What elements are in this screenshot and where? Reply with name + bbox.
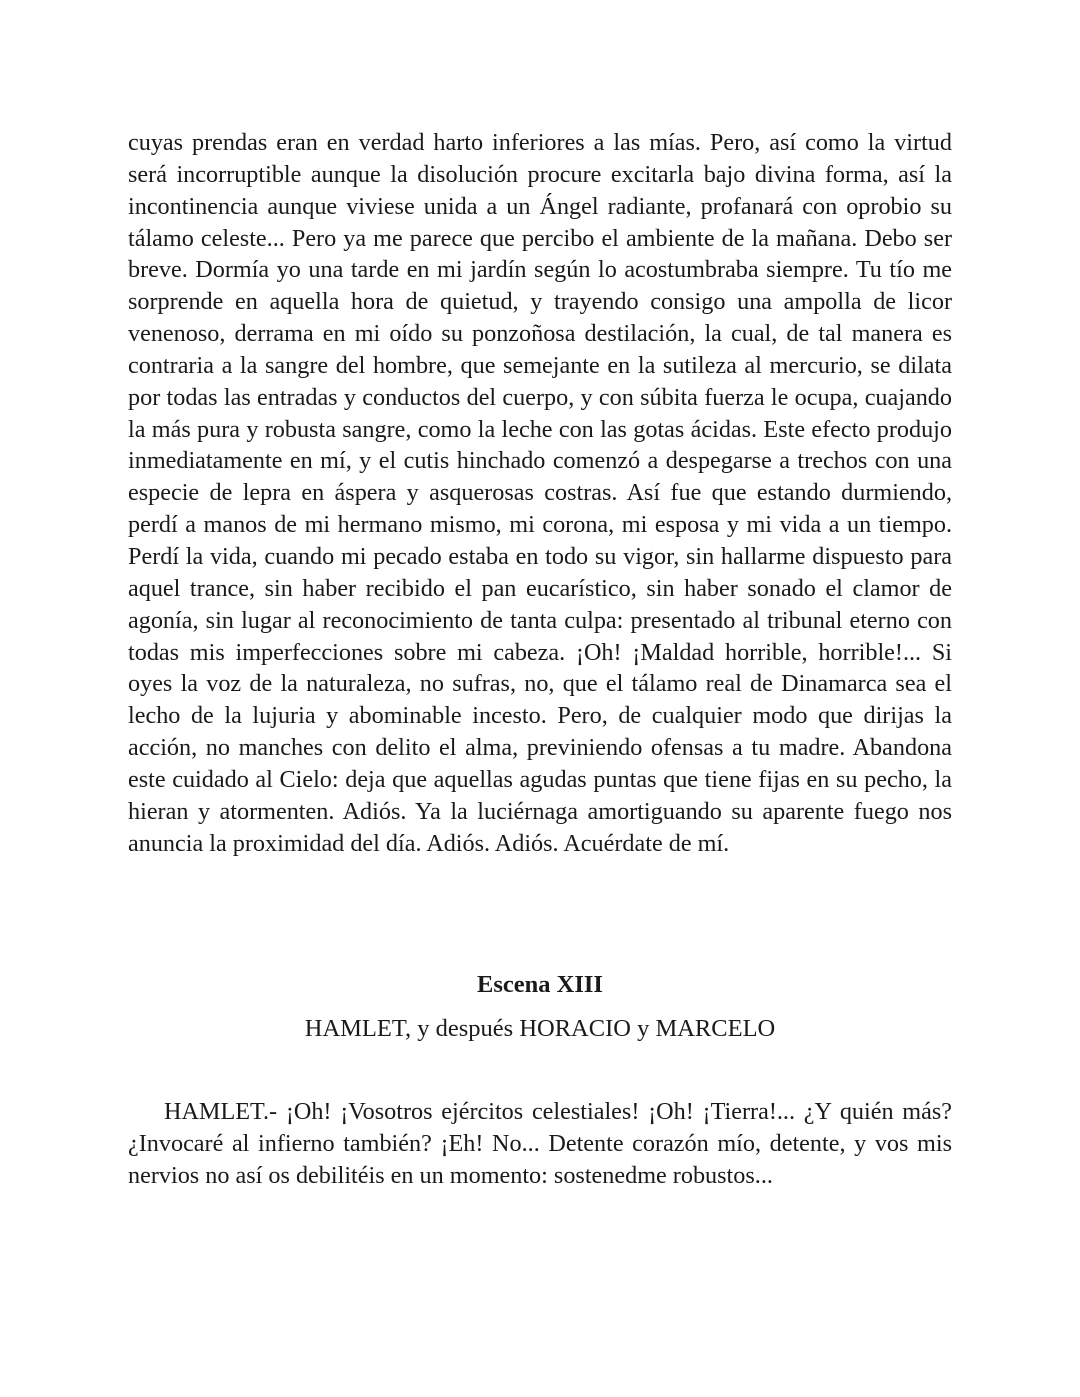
scene-cast-list: HAMLET, y después HORACIO y MARCELO <box>304 1015 776 1043</box>
hamlet-dialogue-paragraph: HAMLET.- ¡Oh! ¡Vosotros ejércitos celestiales! ¡Oh! ¡Tierra!... ¿Y quién más? ¿Invocaré al infierno también? ¡Eh! No... Detente corazón mío, detente, y vos mis nervios no así os debilitéis en un momento: sostenedme robustos... <box>128 1098 952 1190</box>
scene-heading: Escena XIII <box>477 971 603 999</box>
book-page <box>128 127 952 1192</box>
ghost-speech-paragraph: cuyas prendas eran en verdad harto inferiores a las mías. Pero, así como la virtud será incorruptible aunque la disolución procure excitarla bajo divina forma, así la incontinencia aunque viviese unida a un Ángel radiante, profanará con oprobio su tálamo celeste... Pero ya me parece que percibo el ambiente de la mañana. Debo ser breve. Dormía yo una tarde en mi jardín según lo acostumbraba siempre. Tu tío me sorprende en aquella hora de quietud, y trayendo consigo una ampolla de licor venenoso, derrama en mi oído su ponzoñosa destilación, la cual, de tal manera es contraria a la sangre del hombre, que semejante en la sutileza al mercurio, se dilata por todas las entradas y conductos del cuerpo, y con súbita fuerza le ocupa, cuajando la más pura y robusta sangre, como la leche con las gotas ácidas. Este efecto produjo inmediatamente en mí, y el cutis hinchado comenzó a despegarse a trechos con una especie de lepra en áspera y asquerosas costras. Así fue que estando durmiendo, perdí a manos de mi hermano mismo, mi corona, mi esposa y mi vida a un tiempo. Perdí la vida, cuando mi pecado estaba en todo su vigor, sin hallarme dispuesto para aquel trance, sin haber recibido el pan eucarístico, sin haber sonado el clamor de agonía, sin lugar al reconocimiento de tanta culpa: presentado al tribunal eterno con todas mis imperfecciones sobre mi cabeza. ¡Oh! ¡Maldad horrible, horrible!... Si oyes la voz de la naturaleza, no sufras, no, que el tálamo real de Dinamarca sea el lecho de la lujuria y abominable incesto. Pero, de cualquier modo que dirijas la acción, no manches con delito el alma, previniendo ofensas a tu madre. Abandona este cuidado al Cielo: deja que aquellas agudas puntas que tiene fijas en su pecho, la hieran y atormenten. Adiós. Ya la luciérnaga amortiguando su aparente fuego nos anuncia la proximidad del día. Adiós. Adiós. Acuérdate de mí. <box>128 129 952 857</box>
